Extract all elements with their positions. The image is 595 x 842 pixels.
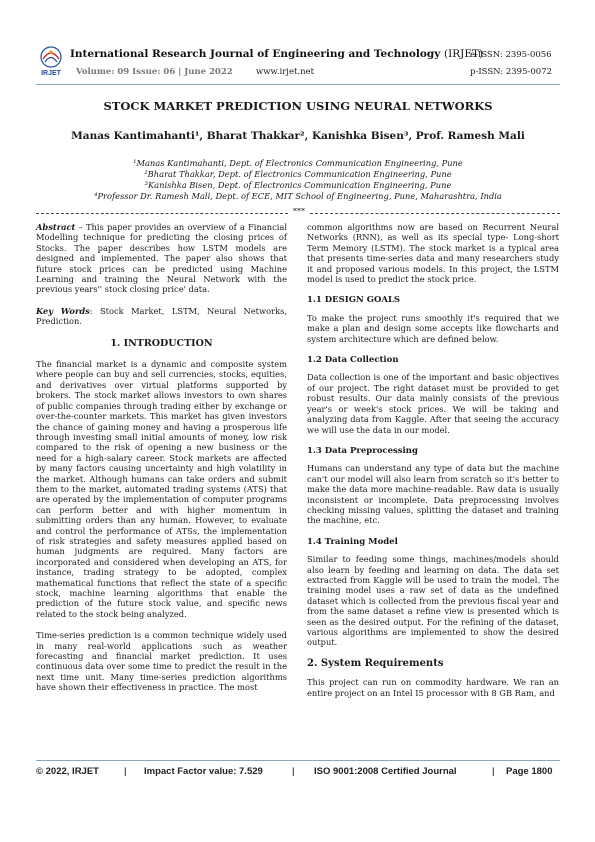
introduction-heading: 1. INTRODUCTION — [110, 337, 213, 349]
section-1-4-heading: 1.4 Training Model — [307, 536, 398, 547]
separator-stars: *** — [293, 208, 305, 216]
footer-divider-1: | — [124, 766, 127, 777]
footer-rule — [36, 760, 560, 761]
introduction-paragraph-1: The financial market is a dynamic and composite system where people can buy and sell currencies, stocks, equities, and derivatives over virtual platforms supported by brokers. The stock market allows investors to own shares of public companies through trading either by exchange or over-the-counter markets. This market has given investors the chance of gaining money and having a prosperous life through investing small initial amounts of money, low risk compared to the risk of opening a new business or the need for a high-salary career. Stock markets are affected by many factors causing uncertainty and high volatility in the market. Although humans can take orders and submit them to the market, automated trading systems (ATS) that are operated by the implementation of computer programs can perform better and with higher momentum in submitting orders than any human. However, to evaluate and control the performance of ATSs, the implementation of risk strategies and safety measures applied based on human judgments are required. Many factors are incorporated and considered when developing an ATS, for instance, trading strategy to be adopted, complex mathematical functions that reflect the state of a specific stock, machine learning algorithms that enable the prediction of the future stock value, and specific news related to the stock being analyzed. — [36, 359, 287, 619]
footer-impact-factor: Impact Factor value: 7.529 — [144, 766, 263, 777]
logo-text: IRJET — [41, 70, 61, 77]
section-1-3-text: Humans can understand any type of data but the machine can't our model will also learn from scratch so it's better to make the data more machine-readable. Raw data is usually inconsistent or incomplete. Data preprocessing involves checking missing values, splitting the dataset and training the machine, etc. — [307, 463, 559, 526]
affiliation-4: ⁴Professor Dr. Ramesh Mali, Dept. of ECE, MIT School of Engineering, Pune, Maharashtra, India — [94, 191, 502, 201]
affiliation-2: ²Bharat Thakkar, Dept. of Electronics Communication Engineering, Pune — [144, 169, 452, 179]
separator-dash-left — [36, 213, 288, 214]
introduction-paragraph-2: Time-series prediction is a common technique widely used in many real-world applications such as weather forecasting and financial market prediction. It uses continuous data over some time to predict the result in the next time unit. Many time-series prediction algorithms have shown their effectiveness in practice. The most — [36, 630, 287, 693]
section-2-text: This project can run on commodity hardware. We ran an entire project on an Intel I5 processor with 8 GB Ram, and — [307, 677, 559, 698]
journal-name — [70, 48, 483, 60]
abstract-dash: – — [75, 222, 86, 232]
section-1-2-text: Data collection is one of the important and basic objectives of our project. The right dataset must be provided to get robust results. Our data mainly consists of the previous year's or week's stock prices. We will be taking and analyzing data from Kaggle. After that seeing the accuracy we will use the data in our model. — [307, 372, 559, 435]
footer-divider-3: | — [492, 766, 495, 777]
left-column — [36, 222, 287, 704]
p-issn: p-ISSN: 2395-0072 — [470, 67, 553, 77]
paper-authors: Manas Kantimahanti¹, Bharat Thakkar², Kanishka Bisen³, Prof. Ramesh Mali — [71, 130, 525, 142]
affiliation-1: ¹Manas Kantimahanti, Dept. of Electronics Communication Engineering, Pune — [133, 158, 463, 168]
section-1-1-heading: 1.1 DESIGN GOALS — [307, 295, 401, 306]
section-1-2-heading: 1.2 Data Collection — [307, 355, 399, 366]
footer-copyright: © 2022, IRJET — [36, 766, 99, 777]
section-separator — [36, 208, 560, 218]
keywords-text: : Stock Market, LSTM, Neural Networks, Prediction. — [36, 305, 287, 327]
e-issn: e-ISSN: 2395-0056 — [470, 50, 552, 60]
section-1-3-heading: 1.3 Data Preprocessing — [307, 445, 418, 456]
journal-website[interactable]: www.irjet.net — [256, 67, 315, 77]
paper-title: STOCK MARKET PREDICTION USING NEURAL NETWORKS — [103, 99, 493, 113]
abstract — [36, 222, 287, 295]
author-affiliations — [36, 158, 560, 202]
footer-divider-2: | — [292, 766, 295, 777]
separator-dash-right — [310, 213, 560, 214]
keywords-label: Key Words — [36, 305, 90, 316]
affiliation-3: ³Kanishka Bisen, Dept. of Electronics Communication Engineering, Pune — [144, 180, 452, 190]
keywords — [36, 306, 287, 327]
journal-full-name: International Research Journal of Engineering and Technology — [70, 48, 441, 60]
section-2-heading: 2. System Requirements — [307, 657, 444, 669]
footer-page-number: Page 1800 — [506, 766, 553, 777]
header-rule — [36, 84, 560, 85]
footer-iso: ISO 9001:2008 Certified Journal — [314, 766, 457, 777]
irjet-logo-icon — [36, 45, 66, 71]
right-column — [307, 222, 559, 709]
section-1-1-text: To make the project runs smoothly it's required that we make a plan and design some accepts like flowcharts and system architecture which are defined below. — [307, 312, 559, 344]
journal-abbr: (IRJET) — [443, 48, 484, 60]
section-1-4-text: Similar to feeding some things, machines/models should also learn by feeding and learning on data. The data set extracted from Kaggle will be used to train the model. The training model uses a raw set of data as the undefined dataset which is collected from the previous fiscal year and from the same dataset a refine view is presented which is seen as the desired output. For the refining of the dataset, various algorithms are implemented to show the desired output. — [307, 554, 559, 648]
abstract-label: Abstract — [36, 222, 76, 232]
introduction-continued: common algorithms now are based on Recurrent Neural Networks (RNN), as well as its special type- Long-short Term Memory (LSTM). The stock market is a typical area that presents time-series data and many researchers study it and proposed various models. In this project, the LSTM model is used to predict the stock price. — [307, 222, 559, 285]
volume-info: Volume: 09 Issue: 06 | June 2022 — [76, 67, 233, 77]
abstract-text: This paper provides an overview of a Financial Modelling technique for predicting the closing prices of Stocks. The paper describes how LSTM models are designed and implemented. The paper also shows that future stock prices can be predicted using Machine Learning and training the Neural Network with the previous years'' stock closing price' data. — [36, 222, 287, 295]
journal-header — [36, 45, 560, 83]
